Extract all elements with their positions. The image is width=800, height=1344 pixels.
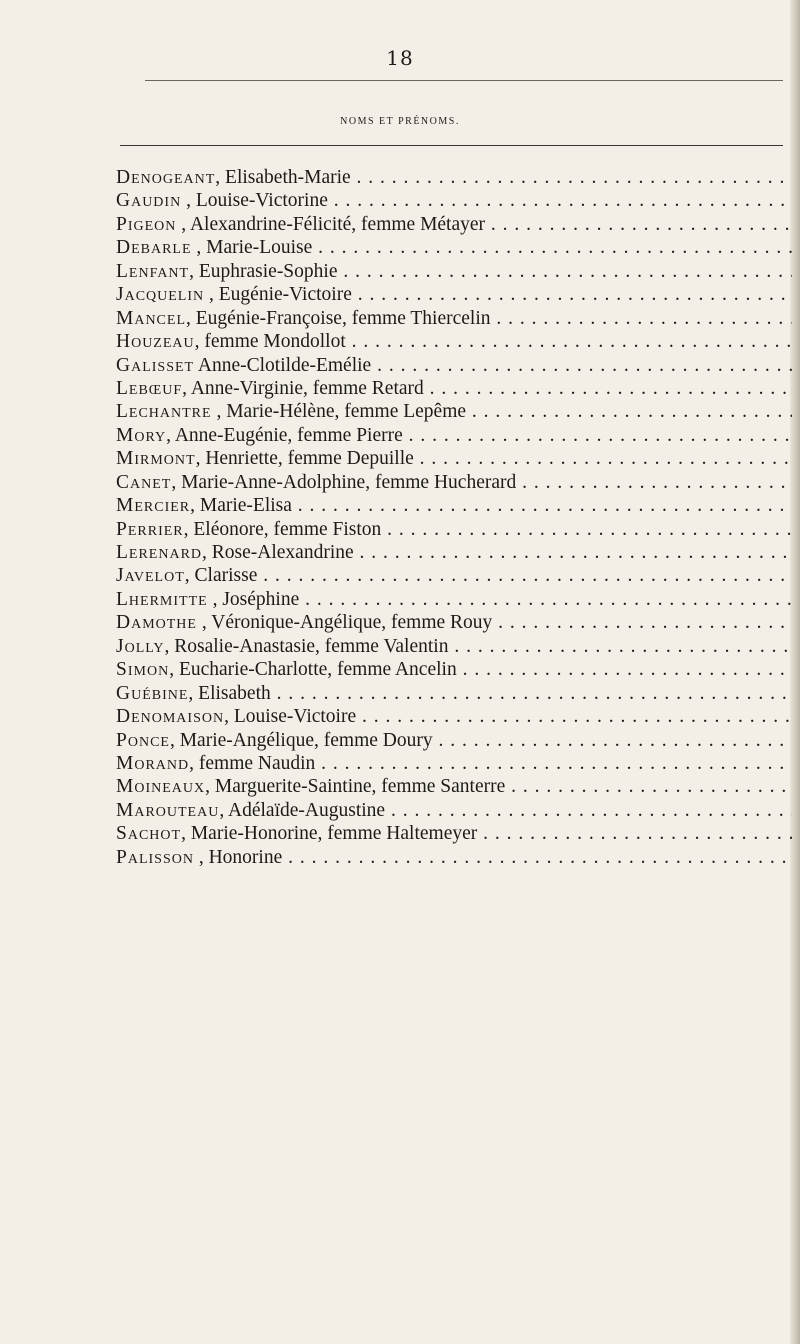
entry-given-names: Marie-Hélène, femme Lepême [226, 401, 467, 423]
entry-separator: , [176, 213, 187, 235]
entry-given-names: Eugénie-Victoire [218, 284, 352, 306]
entry-given-names: Marie-Angélique, femme Doury [179, 729, 433, 751]
name-entry [116, 658, 792, 681]
entry-separator: , [207, 588, 218, 610]
name-entry [116, 166, 792, 189]
name-entry [116, 213, 792, 236]
entry-surname: Gaudin [116, 190, 182, 212]
entry-surname: Damothe [116, 612, 197, 634]
entry-surname: Canet [116, 471, 172, 493]
entry-separator: , [219, 799, 225, 821]
entry-given-names: Euphrasie-Sophie [198, 260, 338, 282]
entry-surname: Galisset [116, 354, 195, 376]
entry-given-names: Eucharie-Charlotte, femme Ancelin [178, 659, 457, 681]
entry-given-names: Elisabeth-Marie [225, 167, 351, 188]
entry-surname: Mory [116, 424, 167, 446]
name-entry [116, 846, 792, 869]
entry-separator: , [164, 635, 170, 657]
entry-surname: Mercier [116, 495, 191, 517]
entry-given-names: femme Naudin [198, 752, 316, 774]
entry-separator: , [169, 659, 175, 681]
entry-surname: Javelot [116, 565, 185, 587]
entry-given-names: Véronique-Angélique, femme Rouy [211, 612, 493, 634]
entry-separator: , [211, 401, 222, 423]
name-entry [116, 752, 792, 775]
name-entry [116, 424, 792, 447]
entry-given-names: Honorine [208, 846, 283, 868]
name-entry [116, 729, 792, 752]
entry-given-names: Elisabeth [198, 682, 271, 704]
entry-surname: Jacquelin [116, 284, 205, 306]
name-entry [116, 682, 792, 705]
entry-surname: Lebœuf [116, 377, 183, 399]
entry-separator: , [195, 448, 201, 470]
entry-surname: Denogeant [116, 167, 216, 188]
entry-surname: Morand [116, 752, 190, 774]
entry-given-names: Joséphine [222, 588, 300, 610]
name-entry [116, 400, 792, 423]
entry-separator: , [193, 846, 204, 868]
entry-given-names: Louise-Victorine [195, 190, 328, 212]
entry-surname: Sachot [116, 823, 182, 845]
entry-separator: , [205, 776, 210, 798]
name-entry [116, 283, 792, 306]
name-entry [116, 799, 792, 822]
entry-given-names: Alexandrine-Félicité, femme Métayer [189, 213, 486, 235]
name-entry [116, 705, 792, 728]
entry-surname: Simon [116, 659, 170, 681]
entry-surname: Marouteau [116, 799, 220, 821]
entry-separator: , [183, 518, 189, 540]
entry-surname: Palisson [116, 846, 194, 868]
entry-given-names: Henriette, femme Depuille [205, 448, 414, 470]
heading-rule [120, 145, 783, 146]
entry-separator: , [202, 542, 207, 563]
entry-surname: Lechantre [116, 401, 212, 423]
name-entry [116, 494, 792, 517]
entry-separator: , [186, 307, 191, 329]
entry-separator: , [190, 495, 195, 517]
entry-separator: , [204, 284, 214, 306]
name-entry [116, 564, 792, 587]
entry-surname: Moineaux [116, 776, 206, 798]
name-entry [116, 541, 792, 564]
name-list [116, 166, 792, 869]
entry-given-names: Marie-Louise [206, 237, 313, 259]
entry-separator: , [191, 237, 202, 259]
entry-separator: , [194, 331, 200, 353]
name-entry [116, 354, 792, 377]
entry-surname: Debarle [116, 237, 192, 259]
entry-given-names: Anne-Virginie, femme Retard [190, 377, 424, 399]
entry-given-names: Marguerite-Saintine, femme Santerre [214, 776, 506, 798]
entry-surname: Jolly [116, 635, 165, 657]
entry-surname: Denomaison [116, 706, 225, 728]
top-rule [145, 80, 783, 81]
entry-given-names: Rosalie-Anastasie, femme Valentin [174, 635, 449, 657]
name-entry [116, 189, 792, 212]
entry-given-names: Clarisse [194, 565, 258, 587]
entry-separator: , [182, 377, 188, 399]
entry-given-names: Eléonore, femme Fiston [193, 518, 382, 540]
name-entry [116, 236, 792, 259]
entry-separator: , [215, 167, 221, 188]
name-entry [116, 518, 792, 541]
name-entry [116, 307, 792, 330]
name-entry [116, 377, 792, 400]
entry-separator: , [166, 424, 171, 446]
entry-separator: , [181, 190, 191, 212]
entry-separator: , [189, 260, 194, 282]
name-entry [116, 260, 792, 283]
entry-given-names: Anne-Clotilde-Emélie [197, 354, 372, 376]
entry-separator: , [184, 565, 190, 587]
entry-given-names: Marie-Anne-Adolphine, femme Hucherard [181, 471, 517, 493]
entry-surname: Lerenard [116, 542, 203, 563]
name-entry [116, 330, 792, 353]
name-entry [116, 471, 792, 494]
name-entry [116, 611, 792, 634]
entry-surname: Lhermitte [116, 588, 208, 610]
name-entry [116, 635, 792, 658]
entry-surname: Guébine [116, 682, 189, 704]
entry-given-names: Rose-Alexandrine [211, 542, 354, 563]
entry-separator: , [224, 706, 229, 728]
entry-separator: , [188, 682, 194, 704]
entry-surname: Mancel [116, 307, 187, 329]
name-entry [116, 822, 792, 845]
entry-surname: Mirmont [116, 448, 196, 470]
entry-surname: Ponce [116, 729, 170, 751]
entry-separator: , [169, 729, 175, 751]
entry-given-names: Eugénie-Françoise, femme Thiercelin [195, 307, 491, 329]
page-number: 18 [386, 46, 414, 70]
entry-surname: Lenfant [116, 260, 190, 282]
entry-separator: , [171, 471, 177, 493]
column-heading: NOMS ET PRÉNOMS. [340, 116, 460, 127]
entry-given-names: Louise-Victoire [233, 706, 357, 728]
entry-given-names: Marie-Honorine, femme Haltemeyer [190, 823, 478, 845]
entry-surname: Perrier [116, 518, 184, 540]
entry-given-names: Anne-Eugénie, femme Pierre [174, 424, 403, 446]
entry-given-names: Marie-Elisa [199, 495, 292, 517]
entry-separator: , [181, 823, 186, 845]
entry-given-names: Adélaïde-Augustine [228, 799, 386, 821]
name-entry [116, 588, 792, 611]
entry-given-names: femme Mondollot [204, 331, 346, 353]
entry-separator: , [189, 752, 194, 774]
entry-surname: Pigeon [116, 213, 177, 235]
name-entry [116, 775, 792, 798]
entry-surname: Houzeau [116, 331, 195, 353]
name-entry [116, 447, 792, 470]
entry-separator: , [196, 612, 207, 634]
